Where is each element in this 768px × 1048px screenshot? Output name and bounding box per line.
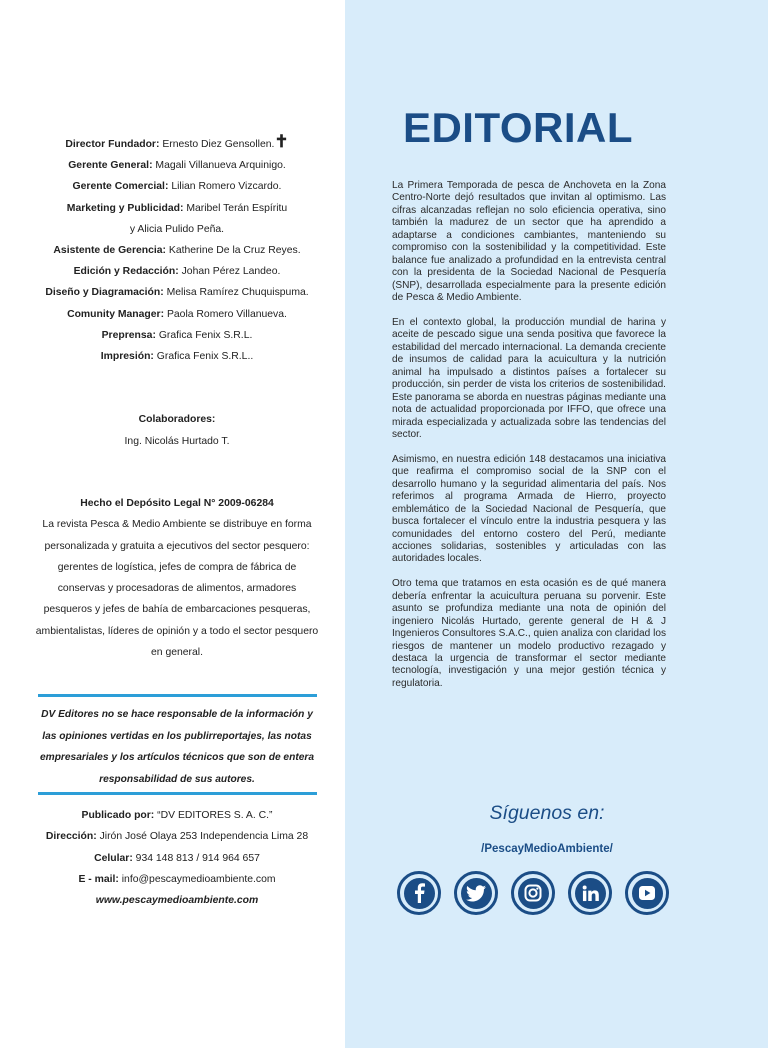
credit-line: Impresión: Grafica Fenix S.R.L.. xyxy=(100,351,254,363)
publisher-info xyxy=(20,805,334,911)
address: Dirección: Jirón José Olaya 253 Independencia Lima 28 xyxy=(45,831,309,843)
credit-line: Director Fundador: Ernesto Diez Gensollen.✝ xyxy=(65,132,289,151)
credit-line: Marketing y Publicidad: Maribel Terán Espíritu xyxy=(66,202,288,214)
disclaimer: DV Editores no se hace responsable de la información y las opiniones vertidas en los publirreportajes, las notas empresariales y los artículos técnicos que son de entera responsabilidad de sus autores. xyxy=(39,709,315,786)
credit-line: Asistente de Gerencia: Katherine De la Cruz Reyes. xyxy=(53,245,301,257)
divider-top xyxy=(38,694,317,697)
credit-line: Gerente General: Magali Villanueva Arquinigo. xyxy=(68,160,286,172)
social-icons xyxy=(397,871,669,917)
email: E - mail: info@pescaymedioambiente.com xyxy=(78,873,276,885)
editorial-title: EDITORIAL xyxy=(402,104,634,151)
editorial-paragraph: Asimismo, en nuestra edición 148 destacamos una iniciativa que reafirma el compromiso social de la SNP con el desarrollo humano y la seguridad alimentaria del país. Nos referimos al programa Armada de Hierro, proyecto emblemático de la Sociedad Nacional de Pesquería, que busca fortalecer el vínculo entre la industria pesquera y las comunidades del entorno costero del Perú, mediante acciones solidarias, sostenibles y articuladas con las autoridades locales. xyxy=(392,453,666,565)
social-handle[interactable]: /PescayMedioAmbiente/ xyxy=(481,843,613,855)
follow-heading: Síguenos en: xyxy=(489,802,605,824)
deposit-heading: Hecho el Depósito Legal N° 2009-06284 xyxy=(80,498,274,509)
published-by: Publicado por: “DV EDITORES S. A. C.” xyxy=(81,810,273,821)
distribution-text: La revista Pesca & Medio Ambiente se distribuye en forma personalizada y gratuita a ejecutivos del sector pesquero: gerentes de logística, jefes de compra de fábrica de conservas y procesadoras de alimentos, armadores pesqueros y jefes de bahía de embarcaciones pesqueras, ambientalistas, líderes de opinión y a todo el sector pesquero en general. xyxy=(35,519,319,659)
phone: Celular: 934 148 813 / 914 964 657 xyxy=(94,852,260,864)
editorial-body xyxy=(392,180,666,703)
credit-line: Preprensa: Grafica Fenix S.R.L. xyxy=(101,329,253,341)
editorial-paragraph: En el contexto global, la producción mundial de harina y aceite de pescado sigue una senda positiva que favorece la estabilidad del mercado internacional. La demanda creciente de insumos de calidad para la acuicultura y la nutrición animal ha impulsado a distintos países a fortalecer su producción, sin perder de vista los criterios de sostenibilidad. Este panorama se aborda en nuestras páginas mediante una nota de actualidad proporcionada por IFFO, que ofrece una mirada especializada y actualizada sobre las tendencias del sector. xyxy=(392,316,666,440)
cross-icon: ✝ xyxy=(274,132,289,151)
credit-line: Gerente Comercial: Lilian Romero Vizcardo. xyxy=(72,181,282,193)
website-link[interactable]: www.pescaymedioambiente.com xyxy=(95,895,259,907)
editorial-paragraph: Otro tema que tratamos en esta ocasión es de qué manera debería enfrentar la acuicultura peruana su porvenir. Este asunto se profundiza mediante una nota de opinión del ingeniero Nicolás Hurtado, gerente general de H & J Ingenieros Consultores S.A.C., quien analiza con claridad los riesgos de mantener un modelo productivo rezagado y destaca la urgencia de transformar el sector mediante tecnología, investigación y una mejor gestión técnica y regulatoria. xyxy=(392,578,666,689)
linkedin-icon[interactable] xyxy=(568,871,612,915)
collaborator-name: Ing. Nicolás Hurtado T. xyxy=(124,435,230,447)
youtube-icon[interactable] xyxy=(625,871,669,915)
collaborators xyxy=(20,409,334,452)
credit-line: Edición y Redacción: Johan Pérez Landeo. xyxy=(73,266,281,278)
credit-line: Diseño y Diagramación: Melisa Ramírez Chuquispuma. xyxy=(45,287,309,299)
twitter-icon[interactable] xyxy=(454,871,498,915)
collaborators-heading: Colaboradores: xyxy=(138,414,216,425)
credit-line: Comunity Manager: Paola Romero Villanueva. xyxy=(67,308,287,320)
divider-bottom xyxy=(38,792,317,795)
legal-deposit xyxy=(34,493,320,663)
staff-credits xyxy=(20,134,334,367)
instagram-icon[interactable] xyxy=(511,871,555,915)
facebook-icon[interactable] xyxy=(397,871,441,915)
credit-line: y Alicia Pulido Peña. xyxy=(129,223,225,235)
editorial-paragraph: La Primera Temporada de pesca de Anchoveta en la Zona Centro-Norte dejó resultados que invitan al optimismo. Las cifras alcanzadas reflejan no solo eficiencia operativa, sino también la madurez de un sector que ha aprendido a adaptarse a condiciones cambiantes, manteniendo su compromiso con la sostenibilidad y la competitividad. Este balance fue analizado a profundidad en la entrevista central con la presidenta de la Sociedad Nacional de Pesquería (SNP), desarrollada especialmente para la presente edición de Pesca & Medio Ambiente. xyxy=(392,180,666,304)
